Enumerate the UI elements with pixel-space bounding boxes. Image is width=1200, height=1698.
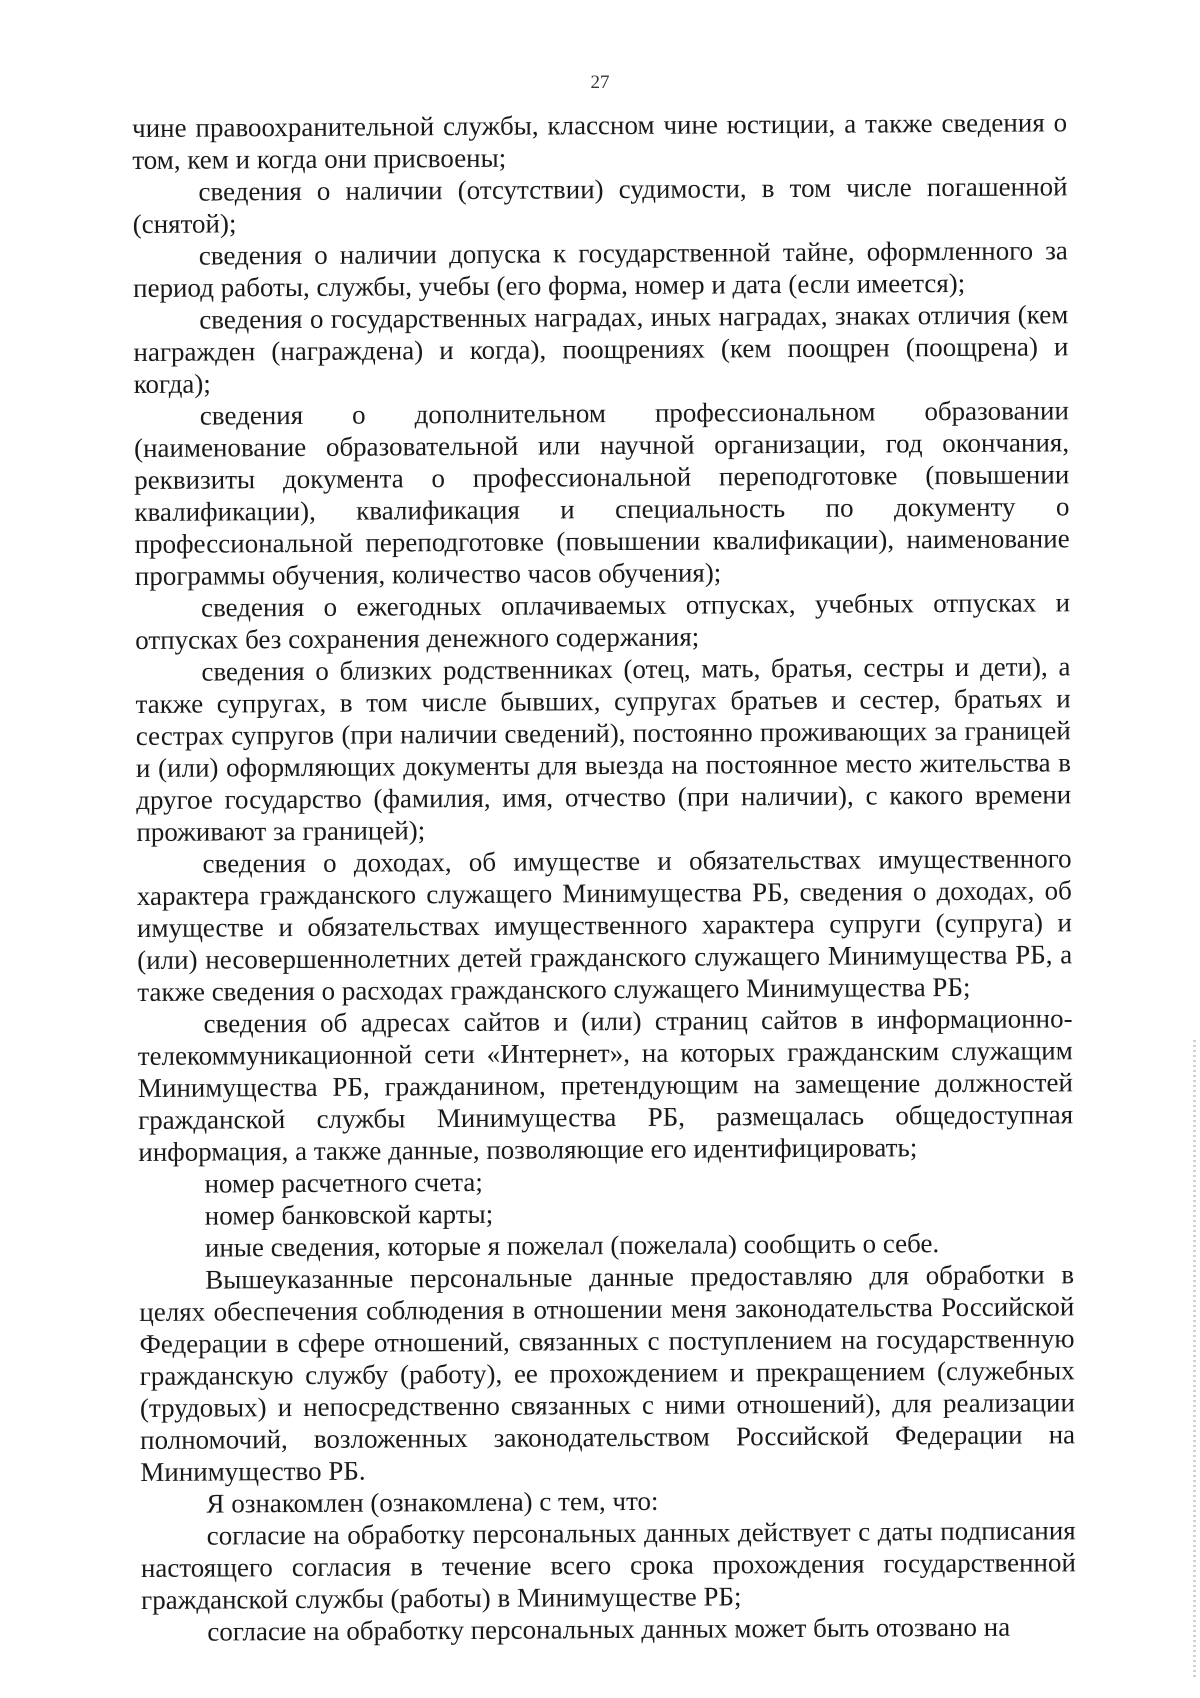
paragraph: чине правоохранительной службы, классном чине юстиции, а также сведения о том, кем и когда они присвоены; <box>132 107 1068 175</box>
paragraph: сведения о государственных наградах, иных наградах, знаках отличия (кем награжден (награждена) и когда), поощрениях (кем поощрен (поощрена) и когда); <box>133 299 1069 399</box>
document-body <box>132 106 1076 1648</box>
paragraph: иные сведения, которые я пожелал (пожелала) сообщить о себе. <box>204 1228 940 1263</box>
paragraph: Я ознакомлен (ознакомлена) с тем, что: <box>206 1485 659 1519</box>
paragraph: сведения о дополнительном профессиональном образовании (наименование образовательной или научной организации, год окончания, реквизиты документа о профессиональной переподготовке (повышении квалификации), квалификация и специальность по документу о профессиональной переподготовке (повышении квалификации), наименование программы обучения, количество часов обучения); <box>133 395 1070 591</box>
paragraph: номер банковской карты; <box>204 1198 494 1231</box>
paragraph: сведения о близких родственниках (отец, мать, братья, сестры и дети), а также супругах, в том числе бывших, супругах братьев и сестер, братьях и сестрах супругов (при наличии сведений), постоянно проживающих за границей и (или) оформляющих документы для выезда на постоянное место жительства в другое государство (фамилия, имя, отчество (при наличии), с какого времени проживают за границей); <box>135 651 1072 847</box>
paragraph: Вышеуказанные персональные данные предоставляю для обработки в целях обеспечения соблюдения в отношении меня законодательства Российской Федерации в сфере отношений, связанных с поступлением на государственную гражданскую службу (работу), ее прохождением и прекращением (служебных (трудовых) и непосредственно связанных с ними отношений), для реализации полномочий, возложенных законодательством Российской Федерации на Минимущество РБ. <box>139 1259 1076 1487</box>
scan-edge-artifact <box>1193 1040 1196 1680</box>
paragraph: сведения о ежегодных оплачиваемых отпусках, учебных отпусках и отпусках без сохранения денежного содержания; <box>135 587 1071 655</box>
page-number: 27 <box>590 72 610 93</box>
paragraph: согласие на обработку персональных данных действует с даты подписания настоящего согласия в течение всего срока прохождения государственной гражданской службы (работы) в Минимуществе РБ; <box>140 1515 1076 1615</box>
paragraph: сведения о наличии допуска к государственной тайне, оформленного за период работы, службы, учебы (его форма, номер и дата (если имеется); <box>132 235 1068 303</box>
paragraph: сведения об адресах сайтов и (или) страниц сайтов в информационно-телекоммуникационной сети «Интернет», на которых гражданским служащим Минимущества РБ, гражданином, претендующим на замещение должностей гражданской службы Минимущества РБ, размещалась общедоступная информация, а также данные, позволяющие его идентифицировать; <box>137 1003 1074 1167</box>
paragraph: сведения о наличии (отсутствии) судимости, в том числе погашенной (снятой); <box>132 171 1068 239</box>
paragraph: номер расчетного счета; <box>204 1166 483 1199</box>
paragraph: согласие на обработку персональных данных может быть отозвано на <box>207 1611 1011 1647</box>
paragraph: сведения о доходах, об имуществе и обязательствах имущественного характера гражданского служащего Минимущества РБ, сведения о доходах, об имуществе и обязательствах имущественного характера супруги (супруга) и (или) несовершеннолетних детей гражданского служащего Минимущества РБ, а также сведения о расходах гражданского служащего Минимущества РБ; <box>136 843 1073 1007</box>
